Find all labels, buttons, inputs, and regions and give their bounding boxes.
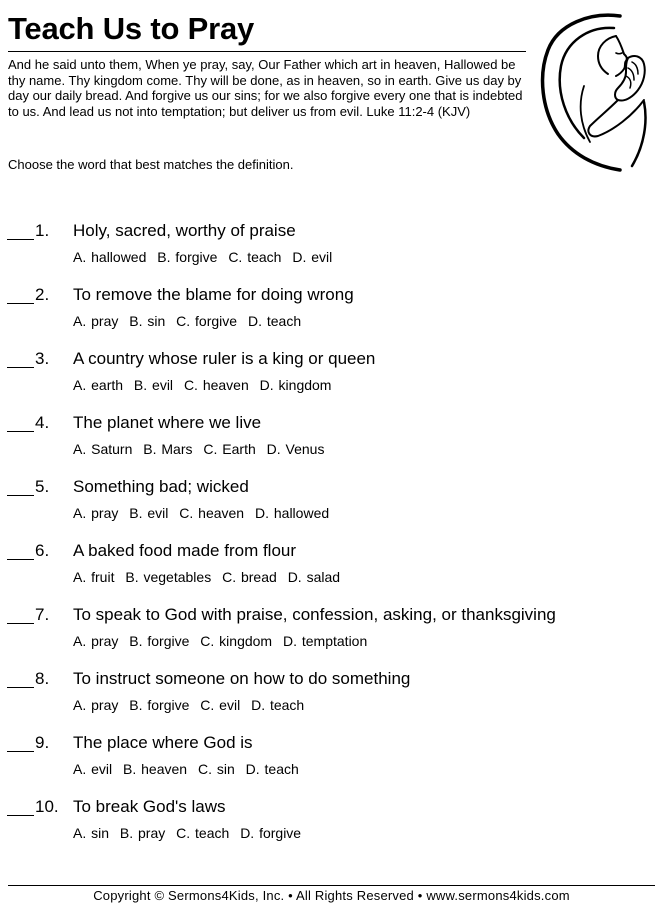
question-item — [0, 410, 663, 474]
option-a: A. hallowed — [73, 249, 147, 265]
answer-blank[interactable] — [7, 687, 34, 688]
answer-blank[interactable] — [7, 239, 34, 240]
question-item — [0, 218, 663, 282]
praying-person-illustration — [528, 6, 660, 174]
option-a: A. evil — [73, 761, 113, 777]
question-item — [0, 794, 663, 858]
question-definition: The place where God is — [73, 733, 253, 752]
option-b: B. pray — [119, 825, 166, 841]
option-d: D. kingdom — [259, 377, 332, 393]
question-definition: A country whose ruler is a king or queen — [73, 349, 376, 368]
option-d: D. teach — [245, 761, 299, 777]
option-a: A. pray — [73, 633, 119, 649]
question-item — [0, 666, 663, 730]
option-c: C. Earth — [203, 441, 256, 457]
option-b: B. evil — [133, 377, 174, 393]
option-c: C. sin — [197, 761, 235, 777]
answer-options — [73, 441, 330, 458]
footer-divider — [8, 885, 655, 886]
answer-blank[interactable] — [7, 815, 34, 816]
option-d: D. temptation — [282, 633, 368, 649]
option-b: B. evil — [129, 505, 169, 521]
option-b: B. heaven — [123, 761, 188, 777]
option-a: A. pray — [73, 313, 119, 329]
question-number: 7. — [35, 605, 50, 624]
question-item — [0, 474, 663, 538]
answer-options — [73, 633, 373, 650]
answer-options — [73, 569, 346, 586]
option-c: C. evil — [200, 697, 241, 713]
question-item — [0, 346, 663, 410]
option-c: C. heaven — [183, 377, 249, 393]
question-definition: To break God's laws — [73, 797, 226, 816]
question-item — [0, 538, 663, 602]
option-a: A. pray — [73, 697, 119, 713]
option-c: C. kingdom — [200, 633, 273, 649]
question-definition: To remove the blame for doing wrong — [73, 285, 354, 304]
question-definition: The planet where we live — [73, 413, 262, 432]
cloak-inner-fold — [560, 28, 614, 138]
option-d: D. hallowed — [254, 505, 330, 521]
page-title: Teach Us to Pray — [8, 11, 255, 46]
option-b: B. Mars — [143, 441, 193, 457]
option-a: A. Saturn — [73, 441, 133, 457]
option-b: B. forgive — [129, 697, 190, 713]
question-definition: To instruct someone on how to do something — [73, 669, 411, 688]
option-c: C. teach — [176, 825, 230, 841]
head-outline — [598, 36, 616, 74]
question-number: 9. — [35, 733, 50, 752]
answer-options — [73, 825, 307, 842]
question-number: 3. — [35, 349, 50, 368]
option-a: A. sin — [73, 825, 110, 841]
question-number: 1. — [35, 221, 50, 240]
answer-options — [73, 313, 307, 330]
sleeve-outline — [588, 100, 644, 136]
option-b: B. forgive — [157, 249, 218, 265]
option-c: C. teach — [228, 249, 282, 265]
option-b: B. forgive — [129, 633, 190, 649]
option-b: B. sin — [129, 313, 166, 329]
option-d: D. forgive — [240, 825, 302, 841]
answer-options — [73, 761, 305, 778]
instruction-text: Choose the word that best matches the definition. — [8, 157, 294, 172]
finger-lines — [626, 62, 638, 88]
question-number: 8. — [35, 669, 50, 688]
option-c: C. bread — [222, 569, 277, 585]
option-d: D. salad — [287, 569, 341, 585]
option-c: C. forgive — [176, 313, 238, 329]
question-number: 4. — [35, 413, 50, 432]
closed-eye — [616, 53, 622, 54]
answer-blank[interactable] — [7, 495, 34, 496]
answer-blank[interactable] — [7, 367, 34, 368]
question-item — [0, 730, 663, 794]
answer-blank[interactable] — [7, 623, 34, 624]
question-definition: A baked food made from flour — [73, 541, 297, 560]
answer-options — [73, 377, 337, 394]
title-divider — [8, 51, 526, 52]
question-number: 2. — [35, 285, 50, 304]
question-number: 6. — [35, 541, 50, 560]
question-item — [0, 602, 663, 666]
option-a: A. fruit — [73, 569, 115, 585]
copyright-footer: Copyright © Sermons4Kids, Inc. • All Rights Reserved • www.sermons4kids.com — [93, 888, 570, 903]
answer-blank[interactable] — [7, 559, 34, 560]
question-definition: To speak to God with praise, confession, asking, or thanksgiving — [73, 605, 556, 624]
answer-options — [73, 697, 310, 714]
option-a: A. pray — [73, 505, 119, 521]
option-b: B. vegetables — [125, 569, 212, 585]
question-definition: Something bad; wicked — [73, 477, 249, 496]
option-d: D. evil — [292, 249, 333, 265]
question-number: 10. — [35, 797, 59, 816]
scripture-text: And he said unto them, When ye pray, say, Our Father which art in heaven, Hallowed be thy name. Thy kingdom come. Thy will be done, as in heaven, so in earth. Give us day by day our daily bread. And forgive us our sins; for we also forgive every one that is indebted to us. And lead us not into temptation; but deliver us from evil. Luke 11:2-4 (KJV) — [8, 57, 523, 119]
question-definition: Holy, sacred, worthy of praise — [73, 221, 296, 240]
question-list — [0, 218, 663, 858]
option-d: D. teach — [247, 313, 302, 329]
option-d: D. Venus — [266, 441, 325, 457]
question-number: 5. — [35, 477, 50, 496]
answer-options — [73, 249, 338, 266]
answer-blank[interactable] — [7, 303, 34, 304]
answer-blank[interactable] — [7, 431, 34, 432]
answer-blank[interactable] — [7, 751, 34, 752]
question-item — [0, 282, 663, 346]
answer-options — [73, 505, 335, 522]
option-a: A. earth — [73, 377, 124, 393]
option-c: C. heaven — [179, 505, 245, 521]
option-d: D. teach — [251, 697, 305, 713]
